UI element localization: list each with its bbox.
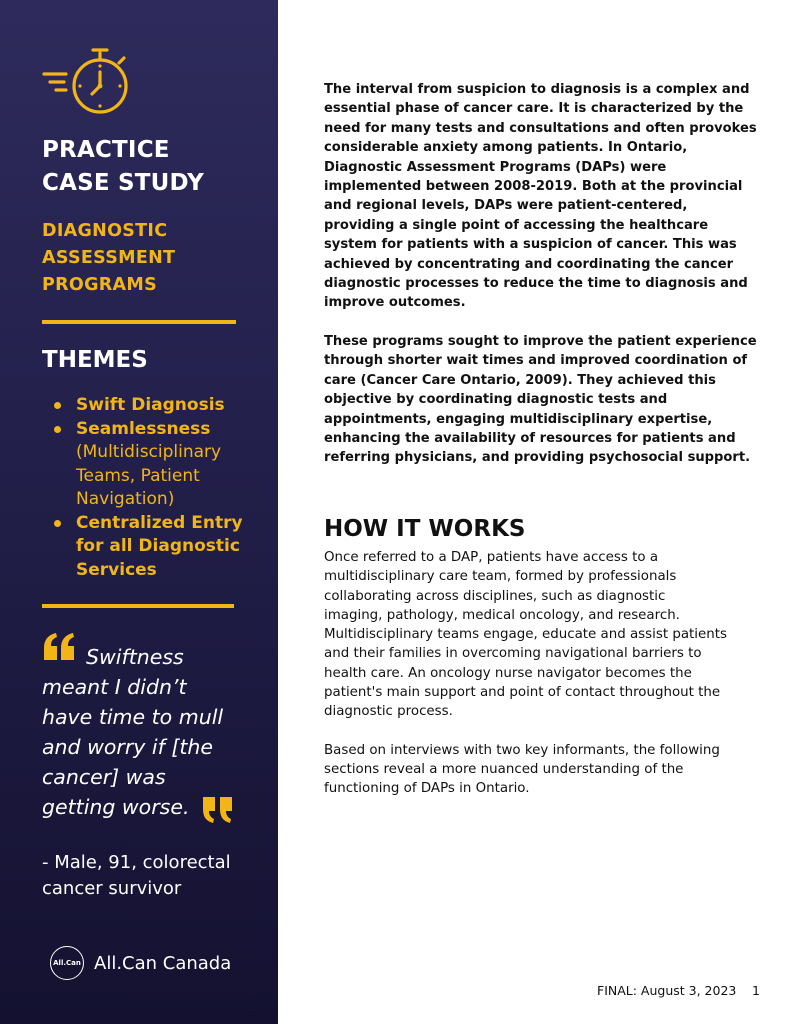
text-line: achieved by concentrating and coordinating the cancer <box>324 256 734 272</box>
logo-name: All.Can Canada <box>94 952 232 974</box>
text-line: care (Cancer Care Ontario, 2009). They achieved this <box>324 372 716 388</box>
theme-item <box>52 512 262 583</box>
footer-final-date: FINAL: August 3, 2023 <box>597 983 737 998</box>
text-line: diagnostic processes to reduce the time to diagnosis and <box>324 276 748 292</box>
theme-detail: Teams, Patient <box>76 465 200 486</box>
close-quote-icon <box>202 796 234 824</box>
logo-mark: All.Can <box>50 946 84 980</box>
bullet-icon <box>54 402 61 409</box>
theme-detail: (Multidisciplinary <box>76 442 222 462</box>
quote-line: cancer] was <box>42 765 166 789</box>
text-line: collaborating across disciplines, such as diagnostic <box>324 588 666 604</box>
divider <box>42 604 234 608</box>
stopwatch-icon <box>40 44 136 116</box>
text-line: considerable anxiety among patients. In Ontario, <box>324 140 688 156</box>
bullet-icon <box>54 520 61 527</box>
text-line: enhancing the availability of resources for patients and <box>324 430 736 446</box>
text-line: diagnostic process. <box>324 704 453 720</box>
quote-line: getting worse. <box>42 795 190 819</box>
themes-heading: THEMES <box>42 347 148 373</box>
themes-list <box>52 394 262 582</box>
theme-label: Services <box>76 559 157 580</box>
text-line: and regional levels, DAPs were patient-centered, <box>324 198 688 214</box>
case-study-subtitle <box>42 218 262 299</box>
text-line: sections reveal a more nuanced understanding of the <box>324 761 684 777</box>
main-content <box>324 80 757 468</box>
text-line: objective by coordinating diagnostic tests and <box>324 392 668 408</box>
text-line: These programs sought to improve the patient experience <box>324 333 757 349</box>
text-line: The interval from suspicion to diagnosis is a complex and <box>324 82 750 97</box>
how-paragraph <box>324 548 744 722</box>
theme-item <box>52 418 262 512</box>
quote-line: and worry if [the <box>42 735 213 759</box>
attribution-line: - Male, 91, colorectal <box>42 852 231 873</box>
text-line: and their families in overcoming navigational barriers to <box>324 646 702 662</box>
case-study-title <box>42 134 262 200</box>
bullet-icon <box>54 426 61 433</box>
quote-attribution <box>42 850 262 902</box>
allcan-logo <box>50 946 231 980</box>
quote-line: have time to mull <box>42 705 224 729</box>
text-line: essential phase of cancer care. It is characterized by the <box>324 101 744 117</box>
theme-label: for all Diagnostic <box>76 536 240 556</box>
quote-line: meant I didn’t <box>42 675 187 699</box>
text-line: need for many tests and consultations and often provokes <box>324 120 757 136</box>
how-it-works-heading: HOW IT WORKS <box>324 516 526 542</box>
sidebar <box>0 0 278 1024</box>
text-line: through shorter wait times and improved coordination of <box>324 353 748 369</box>
programs-paragraph <box>324 332 757 468</box>
quote-line: Swiftness <box>86 645 184 669</box>
interviews-paragraph <box>324 741 744 799</box>
text-line: imaging, pathology, medical oncology, and research. <box>324 607 680 623</box>
text-line: appointments, engaging multidisciplinary expertise, <box>324 411 713 427</box>
theme-label: Swift Diagnosis <box>76 395 225 415</box>
text-line: Based on interviews with two key informants, the following <box>324 742 720 758</box>
page-number: 1 <box>752 983 760 998</box>
text-line: patient's main support and point of contact throughout the <box>324 685 721 701</box>
text-line: system for patients with a suspicion of cancer. This was <box>324 237 737 253</box>
text-line: implemented between 2008-2019. Both at the provincial <box>324 179 743 195</box>
title-line: PRACTICE <box>42 137 170 163</box>
text-line: functioning of DAPs in Ontario. <box>324 781 530 797</box>
subtitle-line: PROGRAMS <box>42 275 157 295</box>
text-line: multidisciplinary care team, formed by professionals <box>324 569 677 585</box>
text-line: improve outcomes. <box>324 295 466 311</box>
subtitle-line: ASSESSMENT <box>42 248 176 268</box>
theme-label: Centralized Entry <box>76 512 243 533</box>
theme-label: Seamlessness <box>76 418 211 439</box>
text-line: health care. An oncology nurse navigator becomes the <box>324 665 692 681</box>
text-line: referring physicians, and providing psychosocial support. <box>324 450 751 466</box>
theme-detail: Navigation) <box>76 489 175 509</box>
title-line: CASE STUDY <box>42 170 204 196</box>
text-line: Multidisciplinary teams engage, educate and assist patients <box>324 627 727 643</box>
intro-paragraph <box>324 80 757 313</box>
subtitle-line: DIAGNOSTIC <box>42 221 168 241</box>
attribution-line: cancer survivor <box>42 878 182 899</box>
divider <box>42 320 236 324</box>
text-line: Diagnostic Assessment Programs (DAPs) were <box>324 159 667 175</box>
theme-item <box>52 394 262 418</box>
patient-quote <box>42 642 256 822</box>
text-line: Once referred to a DAP, patients have access to a <box>324 550 659 565</box>
text-line: providing a single point of accessing the healthcare <box>324 217 709 233</box>
how-it-works-body <box>324 548 744 799</box>
